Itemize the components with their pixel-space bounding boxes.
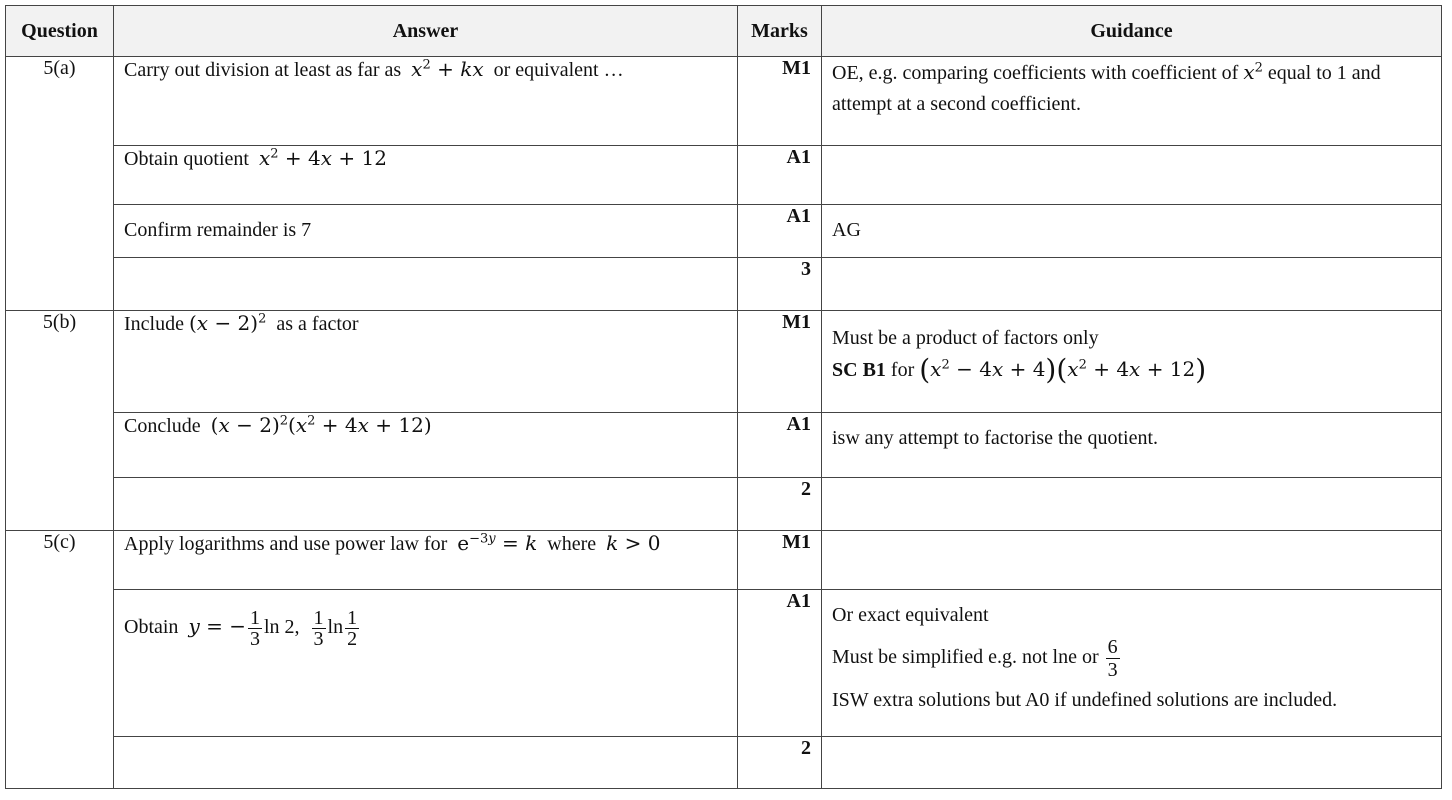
table-row xyxy=(6,311,1442,413)
mark-cell: A1 xyxy=(738,146,822,205)
guidance-cell: AG xyxy=(822,205,1442,258)
mark-cell: M1 xyxy=(738,311,822,413)
header-row xyxy=(6,6,1442,57)
answer-cell xyxy=(114,478,738,531)
answer-cell: Obtain y = − $\frac{1}{3}$ ln 2, $\frac{1}{3}$ ln $\frac{1}{2}$ xyxy=(114,590,738,737)
answer-cell xyxy=(114,258,738,311)
guidance-cell xyxy=(822,146,1442,205)
total-mark: 2 xyxy=(738,737,822,789)
guidance-cell: isw any attempt to factorise the quotient. xyxy=(822,413,1442,478)
guidance-cell xyxy=(822,478,1442,531)
guidance-cell xyxy=(822,737,1442,789)
header-guidance: Guidance xyxy=(822,6,1442,57)
answer-cell: Confirm remainder is 7 xyxy=(114,205,738,258)
mark-cell: A1 xyxy=(738,590,822,737)
question-label: 5(c) xyxy=(6,531,114,789)
answer-cell: Apply logarithms and use power law for $e^{-3y} = k$ where k > 0 xyxy=(114,531,738,590)
header-marks: Marks xyxy=(738,6,822,57)
table-row xyxy=(6,478,1442,531)
guidance-cell: Or exact equivalent Must be simplified e.g. not lne or $\frac{6}{3}$ ISW extra solutions but A0 if undefined solutions are included. xyxy=(822,590,1442,737)
answer-cell xyxy=(114,737,738,789)
table-row xyxy=(6,258,1442,311)
table-row xyxy=(6,590,1442,737)
answer-cell: Carry out division at least as far as $x^2$ + kx or equivalent … xyxy=(114,57,738,146)
guidance-cell xyxy=(822,531,1442,590)
mark-cell: M1 xyxy=(738,531,822,590)
mark-cell: A1 xyxy=(738,413,822,478)
header-question: Question xyxy=(6,6,114,57)
total-mark: 2 xyxy=(738,478,822,531)
table-row xyxy=(6,205,1442,258)
question-label: 5(a) xyxy=(6,57,114,311)
table-row xyxy=(6,531,1442,590)
mark-scheme-table xyxy=(5,5,1442,789)
mark-cell: A1 xyxy=(738,205,822,258)
answer-cell: Include $(x - 2)^2$ as a factor xyxy=(114,311,738,413)
total-mark: 3 xyxy=(738,258,822,311)
guidance-cell: OE, e.g. comparing coefficients with coefficient of $x^2$ equal to 1 and attempt at a second coefficient. xyxy=(822,57,1442,146)
mark-cell: M1 xyxy=(738,57,822,146)
table-row xyxy=(6,57,1442,146)
answer-cell: Obtain quotient $x^2 + 4x + 12$ xyxy=(114,146,738,205)
table-row xyxy=(6,737,1442,789)
guidance-cell xyxy=(822,258,1442,311)
question-label: 5(b) xyxy=(6,311,114,531)
guidance-cell: Must be a product of factors only SC B1 for $(x^2 - 4x + 4)(x^2 + 4x + 12)$ xyxy=(822,311,1442,413)
answer-cell: Conclude $(x - 2)^2(x^2 + 4x + 12)$ xyxy=(114,413,738,478)
header-answer: Answer xyxy=(114,6,738,57)
table-row xyxy=(6,413,1442,478)
table-row xyxy=(6,146,1442,205)
